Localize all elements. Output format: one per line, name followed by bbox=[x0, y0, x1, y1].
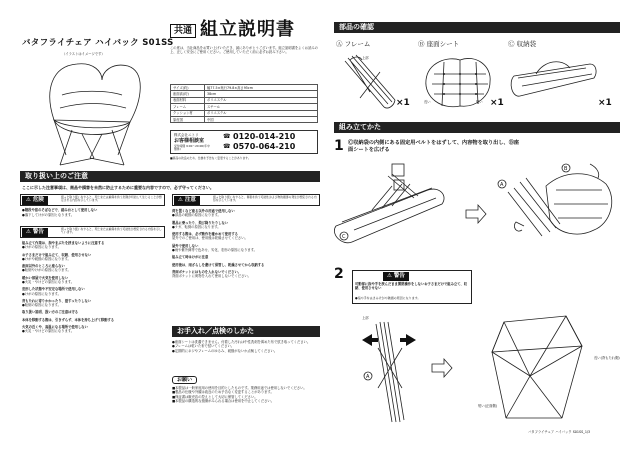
warning-list bbox=[22, 241, 164, 334]
spec-key: フレーム bbox=[171, 104, 205, 110]
svg-text:A: A bbox=[500, 182, 504, 188]
spec-key: 原産国 bbox=[171, 116, 205, 122]
warning-item: ●火災・やけどの原因になります。 bbox=[22, 279, 75, 284]
care-item: ●フレームは乾いた布で拭いてください。 bbox=[172, 344, 235, 349]
step2-top-label: 上部 bbox=[362, 316, 369, 320]
request-item: ■本製品は一般家庭用の使用を目的としたものです。業務用途では使用しないでください。 bbox=[172, 386, 307, 390]
intro-text: この度は、当社商品をお買い上げいただき、誠にありがとうございます。組立説明書をよくお読みの上、正しく安全にご使用ください。ご使用していただく前に必ずお読み下さい。 bbox=[170, 46, 318, 55]
caution-item: 荷を置くなど座る以外の用途で使用しない bbox=[172, 209, 235, 213]
caution-item: 組み立て時はけがに注意 bbox=[172, 255, 209, 260]
part-c-label bbox=[508, 40, 536, 48]
care-item: ●定期的にネジやフレームのゆるみ、破損がないか点検してください。 bbox=[172, 348, 278, 353]
step2-long-label: 長い(背もたれ側) bbox=[594, 356, 620, 360]
frame-folded-illustration bbox=[340, 52, 400, 112]
step2-number: 2 bbox=[334, 266, 344, 282]
spec-value: スチール bbox=[205, 104, 318, 110]
warning-item: ●転倒の原因になります。 bbox=[22, 303, 61, 308]
contact-note: ■商品の改良のため、仕様を予告なく変更することがあります。 bbox=[170, 156, 251, 160]
step2-warning-note: ●指や手をはさみけがや破損の原因になります。 bbox=[355, 296, 421, 300]
danger-item: ●落下してけがの原因となります。 bbox=[22, 213, 75, 217]
caution-label: ⚠ 注意 bbox=[174, 196, 200, 205]
seat-sheet-illustration bbox=[420, 52, 498, 114]
part-c-qty: ×1 bbox=[598, 98, 612, 108]
warning-label: ⚠ 警告 bbox=[22, 228, 48, 237]
request-item: ■製品の仕様や外観は改良のため予告なく変更することがあります。 bbox=[172, 390, 274, 395]
svg-text:B: B bbox=[564, 166, 568, 172]
caution-item: 屋外で使用しない bbox=[172, 243, 199, 248]
caution-item: ●部品の破損の原因になります。 bbox=[172, 213, 221, 218]
caution-item: ●ケガ、転倒の原因になります。 bbox=[172, 224, 221, 229]
caution-item: ●雨や紫外線等で色あせ、劣化、変形の原因になります。 bbox=[172, 247, 257, 252]
page-footer: バタフライチェア ハイバック S01SS_1/3 bbox=[528, 430, 591, 434]
warning-label-text: 警告 bbox=[32, 229, 44, 235]
part-b-letter: Ⓑ bbox=[418, 40, 425, 48]
danger-desc: 誤った取り扱いをすると、死亡または重傷を負う危険が切迫して生じることが想定される内容を示しています。 bbox=[61, 195, 162, 203]
warning-desc: 誤った取り扱いをすると、死亡または重傷を負う可能性が想定される内容を示しています。 bbox=[61, 227, 162, 235]
request-item: ■保証書は販売店の控えとして大切に保管してください。 bbox=[172, 394, 258, 399]
section-parts: 部品の確認 bbox=[334, 22, 620, 33]
step2-folded-frame-illustration bbox=[358, 318, 418, 428]
spec-value: ポリエステル bbox=[205, 110, 318, 116]
spec-key: 表面材料 bbox=[171, 97, 205, 103]
step1-text: Ⓒ収納袋の内側にある固定用ベルトをはずして、内容物を取り出し、Ⓑ座面シートを広げる bbox=[348, 140, 520, 153]
step2-warning-text: 可動部に指や手を挟んだまま開閉操作をしないお子さまだけで組み立て、収納、使用させない bbox=[355, 282, 468, 291]
spec-value: 38cm bbox=[205, 91, 318, 97]
warning-item: ●火災・やけどの原因になります。 bbox=[22, 329, 75, 334]
spec-value: 中国 bbox=[205, 116, 318, 122]
care-item: ●座面シートは洗濯できません。付着した汚れは中性洗剤を薄めた布で拭き取ってください。 bbox=[172, 340, 311, 344]
step-arrow-icon bbox=[464, 204, 488, 224]
request-list bbox=[172, 386, 320, 403]
warning-item: ●けがや破損の原因になります。 bbox=[22, 256, 71, 261]
svg-text:A: A bbox=[366, 374, 370, 380]
step1-open-illustration bbox=[494, 160, 618, 250]
phone-icon: ☎ bbox=[223, 143, 231, 150]
caution-item: 使用後は、雨ざらしを避けて保管し、乾燥させてから収納する bbox=[172, 262, 265, 267]
danger-label: ⚠ 危険 bbox=[22, 196, 48, 205]
safety-intro: ここに示した注意事項は、商品や損害を未然に防止するために重要な内容ですので、必ず守ってください。 bbox=[22, 185, 214, 190]
part-b-qty: ×1 bbox=[490, 98, 504, 108]
chair-illustration bbox=[32, 60, 152, 175]
header-title: 組立説明書 bbox=[200, 19, 295, 40]
part-a-letter: Ⓐ bbox=[336, 40, 343, 48]
warning-item: ●けがの原因になります。 bbox=[22, 245, 61, 250]
step2-warning-box bbox=[352, 270, 472, 304]
part-a-name: フレーム bbox=[344, 40, 371, 48]
care-list bbox=[172, 340, 320, 353]
section-care: お手入れ／点検のしかた bbox=[172, 326, 320, 337]
warning-item: 座面以外のところに座らない bbox=[22, 264, 65, 269]
section-safety: 取り扱い上のご注意 bbox=[20, 171, 320, 182]
caution-item: 製品に乗ったり、飛び降りたりしない bbox=[172, 220, 229, 225]
part-b-note-short: 短い bbox=[476, 100, 483, 104]
warning-item: 変形した状態や不安定な場所で使用しない bbox=[22, 287, 85, 292]
image-note: （イラストはイメージです） bbox=[62, 52, 105, 56]
caution-item: 背面ポケットに荷物を入れて使用しないでください。 bbox=[172, 274, 251, 279]
warning-item: 本体を移動する際は、引きずらず、本体を持ち上げて移動する bbox=[22, 317, 115, 322]
product-name: バタフライチェア ハイバック S01SS bbox=[22, 38, 174, 48]
caution-box bbox=[172, 194, 320, 206]
spec-table bbox=[170, 84, 318, 123]
step1-bag-illustration bbox=[332, 160, 452, 250]
phone-1: 0120-014-210 bbox=[233, 132, 296, 141]
warning-box bbox=[20, 226, 165, 238]
section-assembly: 組み立てかた bbox=[334, 122, 620, 133]
caution-desc: 誤った取り扱いをすると、傷害を負う可能性および物的損害の発生が想定される内容を示しています。 bbox=[213, 195, 317, 203]
warning-item: お子さまだけで組み立て、収納、使用させない bbox=[22, 252, 92, 257]
warning-item: 火気の近くや、高温になる場所で使用しない bbox=[22, 324, 88, 329]
contact-desk: お客様相談室 bbox=[174, 138, 205, 144]
step-arrow-icon bbox=[430, 358, 454, 378]
part-a-note: 上部 bbox=[362, 56, 369, 60]
section-request: お願い bbox=[172, 376, 197, 384]
spec-value: ポリエステル bbox=[205, 97, 318, 103]
part-b-note-long: 長い bbox=[424, 100, 431, 104]
contact-box bbox=[170, 130, 318, 154]
warning-item: 取り扱い説明、扱い方のご注意は守る bbox=[22, 310, 79, 315]
warning-item: 背もたれに寄りかかったり、揺すったりしない bbox=[22, 298, 92, 303]
phone-2: 0570-064-210 bbox=[233, 142, 296, 151]
part-b-label bbox=[418, 40, 459, 48]
step1-number: 1 bbox=[334, 138, 344, 154]
spec-key: クッション材 bbox=[171, 110, 205, 116]
caution-item: 使用する際は、必ず動作を確かめて使用する bbox=[172, 232, 238, 237]
company-name: 株式会社ニトリ bbox=[174, 133, 199, 137]
spec-key: 座面高(約) bbox=[171, 91, 205, 97]
part-b-name: 座面シート bbox=[426, 40, 460, 48]
danger-label-text: 危険 bbox=[32, 197, 44, 203]
svg-text:C: C bbox=[342, 234, 346, 240]
part-c-name: 収納袋 bbox=[516, 40, 537, 48]
caution-item: 屋外でのご使用は、使用後は乾燥させてください。 bbox=[172, 236, 248, 241]
danger-box bbox=[20, 194, 165, 206]
header-tag: 共通 bbox=[170, 24, 196, 38]
spec-value: 幅77.5×奥行79.8×高さ95cm bbox=[205, 85, 318, 91]
caution-item: 背面ポケットにはものを入れないでください。 bbox=[172, 269, 242, 274]
caution-label-text: 注意 bbox=[184, 197, 196, 203]
warning-item: ●けがの原因になります。 bbox=[22, 291, 61, 296]
part-a-label bbox=[336, 40, 370, 48]
part-c-letter: Ⓒ bbox=[508, 40, 515, 48]
caution-list bbox=[172, 209, 320, 278]
storage-bag-illustration bbox=[506, 56, 600, 106]
warning-item: 暖かい部屋で火気を使用しない bbox=[22, 275, 69, 280]
request-item: ■本製品の構造的な損傷がみられる場合は使用を中止してください。 bbox=[172, 398, 275, 403]
contact-hours: 受付時間 9:00〜20:00(年中無休) bbox=[174, 144, 210, 152]
danger-item: ●階段や窓のそばなどで、踏み台として使用しない bbox=[22, 208, 98, 212]
phone-icon: ☎ bbox=[223, 133, 231, 140]
step2-warning-label-text: 警告 bbox=[393, 273, 405, 279]
spec-key: サイズ(約) bbox=[171, 85, 205, 91]
step2-short-label: 短い(正面側) bbox=[478, 404, 498, 408]
warning-item: ●転倒やけがの原因になります。 bbox=[22, 268, 71, 273]
step2-warning-label: ⚠ 警告 bbox=[383, 272, 409, 281]
part-a-qty: ×1 bbox=[396, 98, 410, 108]
warning-item: 組み立て作業は、指やまぶたを挟まないように注意する bbox=[22, 241, 105, 245]
